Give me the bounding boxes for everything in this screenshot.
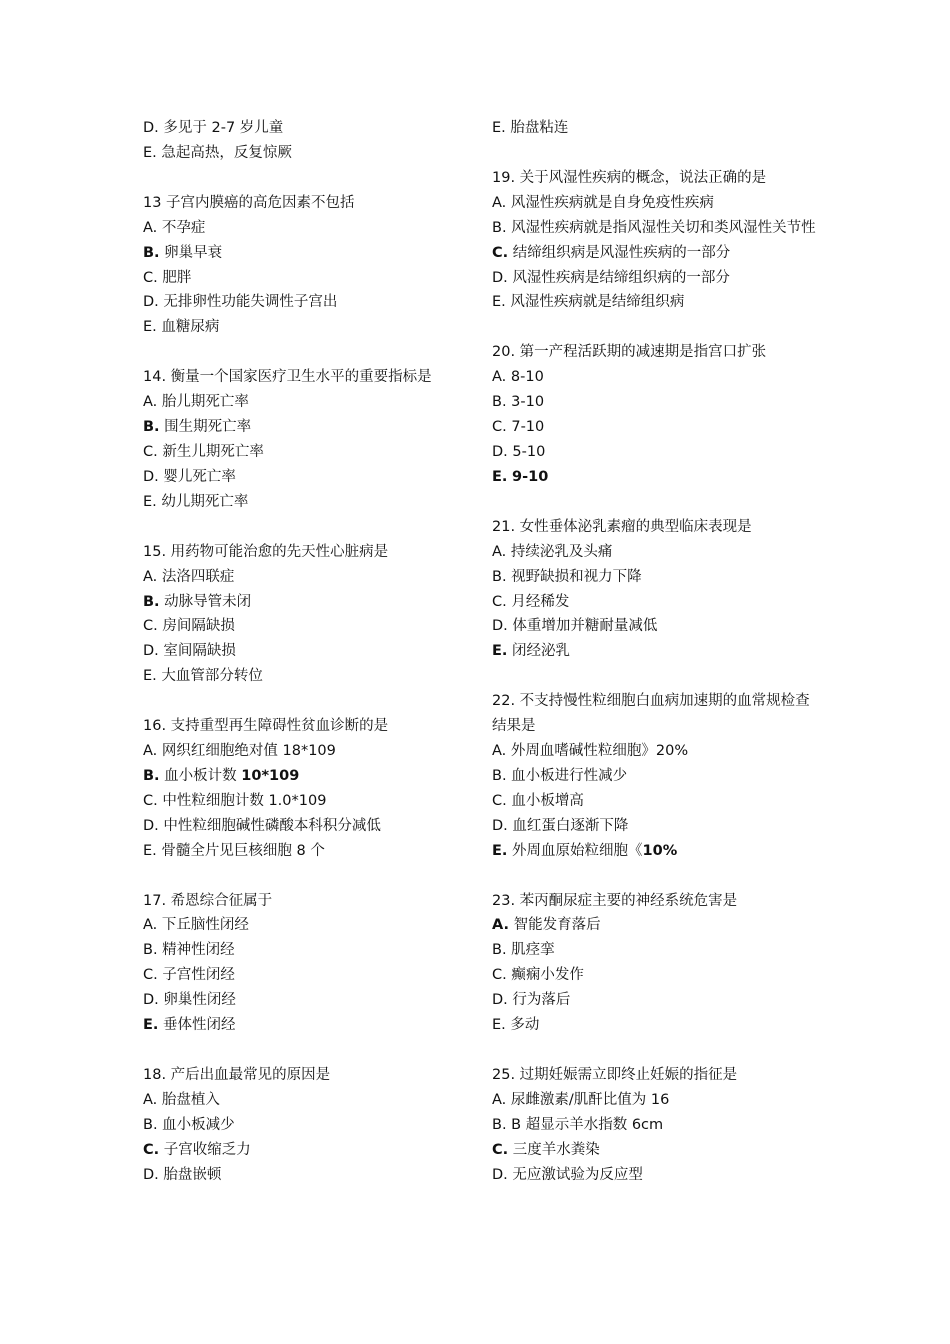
question-text: 14. 衡量一个国家医疗卫生水平的重要指标是 (143, 369, 432, 386)
option-text: 动脉导管未闭 (164, 593, 252, 610)
question-text: 13 子宫内膜癌的高危因素不包括 (143, 194, 355, 211)
option-label: A. (143, 568, 158, 585)
option-label: A. (492, 543, 507, 560)
answer-option (492, 116, 817, 141)
option-text: 无排卵性功能失调性子宫出 (163, 294, 338, 311)
answer-option (143, 315, 473, 340)
answer-option (143, 266, 473, 291)
option-label: C. (143, 269, 158, 286)
answer-option (143, 141, 473, 166)
answer-option (143, 1138, 473, 1163)
option-text: 视野缺损和视力下降 (511, 568, 642, 585)
option-label: B. (143, 942, 158, 959)
option-text: 智能发育落后 (513, 917, 601, 934)
option-label: D. (492, 618, 508, 635)
answer-option (143, 913, 473, 938)
option-label: E. (143, 668, 157, 685)
option-text: 多动 (510, 1017, 540, 1034)
question-block (143, 191, 473, 340)
option-label: B. (143, 767, 160, 784)
option-label: D. (143, 294, 159, 311)
question-block (143, 116, 473, 166)
option-text: 体重增加并糖耐量减低 (512, 618, 658, 635)
option-label: D. (143, 120, 159, 136)
answer-option (143, 565, 473, 590)
answer-option (492, 590, 817, 615)
answer-option (143, 440, 473, 465)
option-label: E. (143, 1017, 159, 1034)
question-block (492, 889, 817, 1038)
option-text: 新生儿期死亡率 (162, 443, 264, 460)
question-block (492, 166, 817, 315)
option-label: E. (143, 319, 157, 336)
option-label: E. (492, 468, 508, 485)
option-label: C. (492, 1141, 509, 1158)
answer-option (492, 1113, 817, 1138)
question-block (492, 689, 817, 863)
option-text: 血小板进行性减少 (511, 767, 628, 784)
option-text-bold: 10% (642, 842, 678, 859)
left-column (143, 116, 473, 1213)
option-label: D. (492, 443, 508, 460)
option-text: 急起高热，反复惊厥 (161, 144, 292, 161)
option-label: B. (492, 942, 507, 959)
option-text: 围生期死亡率 (164, 419, 252, 436)
option-text: 子宫性闭经 (162, 967, 235, 984)
answer-option (143, 590, 473, 615)
option-text: 法洛四联症 (161, 568, 235, 585)
option-label: C. (492, 967, 507, 984)
option-label: B. (492, 767, 507, 784)
answer-option (492, 290, 817, 315)
option-label: C. (492, 419, 507, 436)
option-label: B. (492, 394, 507, 411)
option-label: C. (492, 593, 507, 610)
answer-option (492, 764, 817, 789)
option-label: C. (143, 967, 158, 984)
option-label: C. (143, 1141, 160, 1158)
answer-option (143, 614, 473, 639)
question-block (143, 365, 473, 514)
answer-option (492, 963, 817, 988)
option-label: D. (143, 992, 159, 1009)
question-text: 25. 过期妊娠需立即终止妊娠的指征是 (492, 1067, 738, 1083)
answer-option (492, 465, 817, 490)
option-text: 房间隔缺损 (162, 618, 235, 635)
option-label: A. (492, 194, 507, 211)
option-label: A. (492, 369, 507, 386)
option-text: 8-10 (510, 369, 544, 386)
option-label: C. (143, 792, 158, 809)
question-text: 18. 产后出血最常见的原因是 (143, 1067, 331, 1083)
answer-option (492, 839, 817, 864)
option-text: 胎盘植入 (161, 1091, 220, 1108)
option-label: B. (492, 568, 507, 585)
option-text: 肥胖 (162, 269, 192, 286)
option-label: E. (143, 144, 157, 161)
option-label: A. (143, 219, 158, 236)
question-text: 23. 苯丙酮尿症主要的神经系统危害是 (492, 892, 738, 909)
option-text-bold: 9-10 (512, 468, 549, 485)
option-text: 5-10 (512, 443, 546, 460)
option-text: 行为落后 (512, 992, 571, 1009)
option-text: 不孕症 (161, 219, 206, 236)
answer-option (143, 415, 473, 440)
answer-option (492, 938, 817, 963)
option-text: 血小板增高 (511, 792, 584, 809)
option-label: D. (143, 643, 159, 660)
option-text: 7-10 (511, 419, 545, 436)
option-text: 风湿性疾病就是指风湿性关切和类风湿性关节性 (511, 219, 816, 236)
answer-option (143, 938, 473, 963)
answer-option (143, 839, 473, 864)
answer-option (143, 1113, 473, 1138)
option-label: C. (143, 443, 158, 460)
answer-option (143, 764, 473, 789)
question-text: 21. 女性垂体泌乳素瘤的典型临床表现是 (492, 518, 752, 535)
option-text: 外周血嗜碱性粒细胞》20% (510, 743, 689, 760)
option-text: 胎儿期死亡率 (161, 394, 249, 411)
answer-option (492, 739, 817, 764)
option-label: B. (492, 219, 507, 236)
answer-option (492, 540, 817, 565)
question-block (492, 116, 817, 141)
question-block (143, 540, 473, 689)
answer-option (143, 789, 473, 814)
question-text: 22. 不支持慢性粒细胞白血病加速期的血常规检查结果是 (492, 693, 810, 735)
option-text: 大血管部分转位 (161, 668, 263, 685)
option-label: C. (492, 792, 507, 809)
option-label: D. (143, 817, 159, 834)
answer-option (492, 191, 817, 216)
answer-option (492, 1088, 817, 1113)
option-label: A. (143, 394, 158, 411)
option-label: E. (492, 294, 506, 311)
option-label: E. (492, 842, 508, 859)
answer-option (492, 241, 817, 266)
answer-option (492, 216, 817, 241)
answer-option (143, 116, 473, 141)
option-label: C. (143, 618, 158, 635)
option-text: B 超显示羊水指数 6cm (511, 1116, 664, 1133)
option-text: 血糖尿病 (161, 319, 220, 336)
option-text: 血红蛋白逐渐下降 (512, 817, 629, 834)
answer-option (492, 440, 817, 465)
option-label: A. (143, 1091, 158, 1108)
option-label: A. (492, 917, 509, 934)
question-text: 15. 用药物可能治愈的先天性心脏病是 (143, 543, 389, 560)
answer-option (492, 565, 817, 590)
answer-option (143, 988, 473, 1013)
answer-option (492, 789, 817, 814)
question-block (143, 1063, 473, 1188)
option-text: 3-10 (511, 394, 545, 411)
option-label: D. (143, 1166, 159, 1183)
answer-option (143, 241, 473, 266)
option-label: B. (492, 1116, 507, 1133)
option-text: 多见于 2-7 岁儿童 (163, 120, 284, 136)
option-label: E. (492, 120, 506, 136)
option-text: 血小板计数 (164, 767, 242, 784)
answer-option (492, 639, 817, 664)
option-text: 室间隔缺损 (163, 643, 236, 660)
answer-option (492, 1013, 817, 1038)
option-label: D. (143, 468, 159, 485)
option-text: 尿雌激素/肌酐比值为 16 (510, 1091, 670, 1108)
option-text: 三度羊水粪染 (512, 1141, 600, 1158)
option-text: 胎盘嵌顿 (163, 1166, 222, 1183)
option-label: A. (492, 1091, 507, 1108)
option-label: B. (143, 419, 160, 436)
option-text: 精神性闭经 (162, 942, 235, 959)
option-label: A. (143, 917, 158, 934)
option-text: 垂体性闭经 (163, 1017, 236, 1034)
answer-option (492, 365, 817, 390)
answer-option (492, 266, 817, 291)
answer-option (143, 290, 473, 315)
option-text: 网织红细胞绝对值 18*109 (161, 743, 336, 760)
option-text: 结缔组织病是风湿性疾病的一部分 (512, 244, 731, 261)
right-column (492, 116, 817, 1213)
option-text: 无应激试验为反应型 (512, 1166, 643, 1183)
option-text: 幼儿期死亡率 (161, 493, 249, 510)
question-text: 19. 关于风湿性疾病的概念，说法正确的是 (492, 169, 767, 186)
answer-option (143, 963, 473, 988)
option-label: B. (143, 1116, 158, 1133)
option-text: 闭经泌乳 (512, 643, 571, 660)
option-label: C. (492, 244, 509, 261)
option-text: 癫痫小发作 (511, 967, 584, 984)
question-text: 16. 支持重型再生障碍性贫血诊断的是 (143, 718, 389, 735)
answer-option (143, 664, 473, 689)
option-text: 卵巢早衰 (164, 244, 223, 261)
option-text: 胎盘粘连 (510, 120, 569, 136)
answer-option (492, 913, 817, 938)
answer-option (492, 988, 817, 1013)
option-label: D. (492, 817, 508, 834)
option-text: 婴儿死亡率 (163, 468, 236, 485)
question-block (492, 1063, 817, 1188)
answer-option (492, 390, 817, 415)
option-text: 中性粒细胞碱性磷酸本科积分减低 (163, 817, 381, 834)
answer-option (143, 814, 473, 839)
option-text: 骨髓全片见巨核细胞 8 个 (161, 842, 325, 859)
answer-option (492, 1138, 817, 1163)
option-text: 风湿性疾病就是自身免疫性疾病 (510, 194, 714, 211)
option-label: E. (492, 643, 508, 660)
answer-option (492, 415, 817, 440)
question-block (143, 889, 473, 1038)
answer-option (492, 1163, 817, 1188)
option-label: E. (492, 1017, 506, 1034)
option-label: A. (492, 743, 507, 760)
option-label: A. (143, 743, 158, 760)
option-text: 风湿性疾病是结缔组织病的一部分 (512, 269, 730, 286)
option-text: 外周血原始粒细胞《 (512, 842, 643, 859)
question-text: 17. 希恩综合征属于 (143, 892, 273, 909)
answer-option (143, 639, 473, 664)
option-text-bold: 10*109 (241, 767, 300, 784)
option-label: B. (143, 593, 160, 610)
option-text: 子宫收缩乏力 (163, 1141, 251, 1158)
option-label: E. (143, 493, 157, 510)
option-label: D. (492, 1166, 508, 1183)
answer-option (143, 1013, 473, 1038)
option-text: 中性粒细胞计数 1.0*109 (162, 792, 327, 809)
option-text: 月经稀发 (511, 593, 570, 610)
answer-option (143, 465, 473, 490)
answer-option (143, 739, 473, 764)
question-block (492, 340, 817, 489)
option-text: 肌痉挛 (511, 942, 555, 959)
question-text: 20. 第一产程活跃期的减速期是指宫口扩张 (492, 344, 767, 361)
answer-option (492, 814, 817, 839)
answer-option (143, 1088, 473, 1113)
answer-option (492, 614, 817, 639)
option-label: E. (143, 842, 157, 859)
option-label: B. (143, 244, 160, 261)
answer-option (143, 390, 473, 415)
option-text: 风湿性疾病就是结缔组织病 (510, 294, 685, 311)
option-text: 卵巢性闭经 (163, 992, 236, 1009)
question-block (492, 515, 817, 664)
option-label: D. (492, 992, 508, 1009)
question-block (143, 714, 473, 863)
option-text: 持续泌乳及头痛 (510, 543, 613, 560)
answer-option (143, 1163, 473, 1188)
option-text: 下丘脑性闭经 (161, 917, 249, 934)
option-label: D. (492, 269, 508, 286)
option-text: 血小板减少 (162, 1116, 235, 1133)
answer-option (143, 490, 473, 515)
answer-option (143, 216, 473, 241)
